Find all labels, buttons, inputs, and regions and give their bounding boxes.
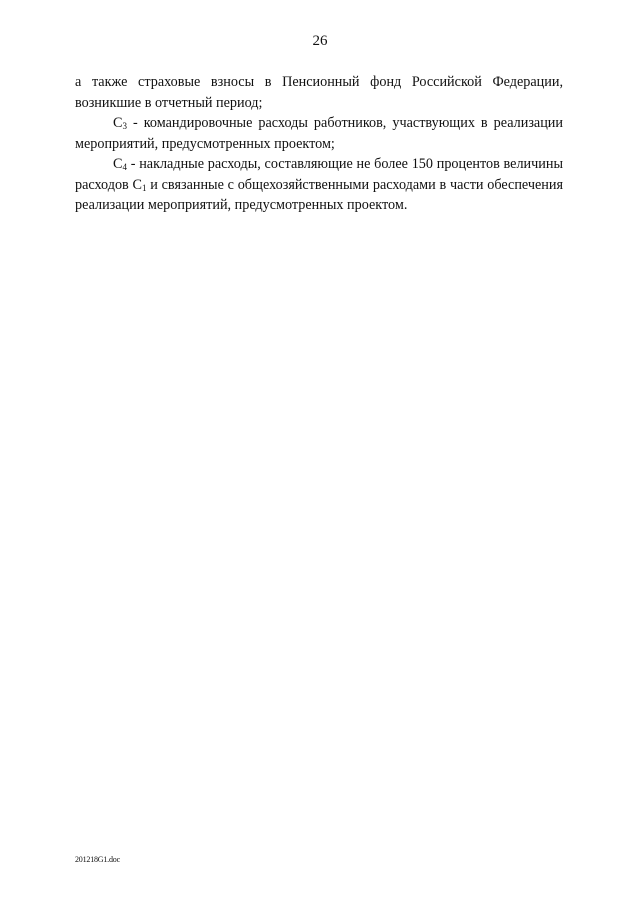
paragraph-text: и связанные с общехозяйственными расходами в части обеспечения реализации мероприятий, предусмотренных проектом.	[75, 176, 564, 213]
footer-filename: 201218G1.doc	[75, 855, 120, 864]
paragraph-overhead-expenses	[75, 154, 563, 216]
paragraph-insurance-contributions: а также страховые взносы в Пенсионный фонд Российской Федерации, возникшие в отчетный период;	[75, 74, 563, 111]
inline-formula-symbol: C	[132, 176, 142, 193]
inline-formula-subscript: 1	[142, 182, 147, 193]
page-number: 26	[312, 33, 328, 49]
paragraph-text: - накладные расходы, составляющие не более 150 процентов величины расходов	[75, 156, 563, 193]
document-body	[75, 72, 563, 216]
formula-symbol: C	[113, 115, 123, 131]
formula-symbol: C	[113, 156, 123, 172]
paragraph-text: - командировочные расходы работников, участвующих в реализации мероприятий, предусмотренных проектом;	[75, 115, 563, 152]
formula-subscript: 4	[122, 162, 127, 172]
paragraph-travel-expenses	[75, 113, 563, 154]
formula-subscript: 3	[122, 121, 127, 131]
